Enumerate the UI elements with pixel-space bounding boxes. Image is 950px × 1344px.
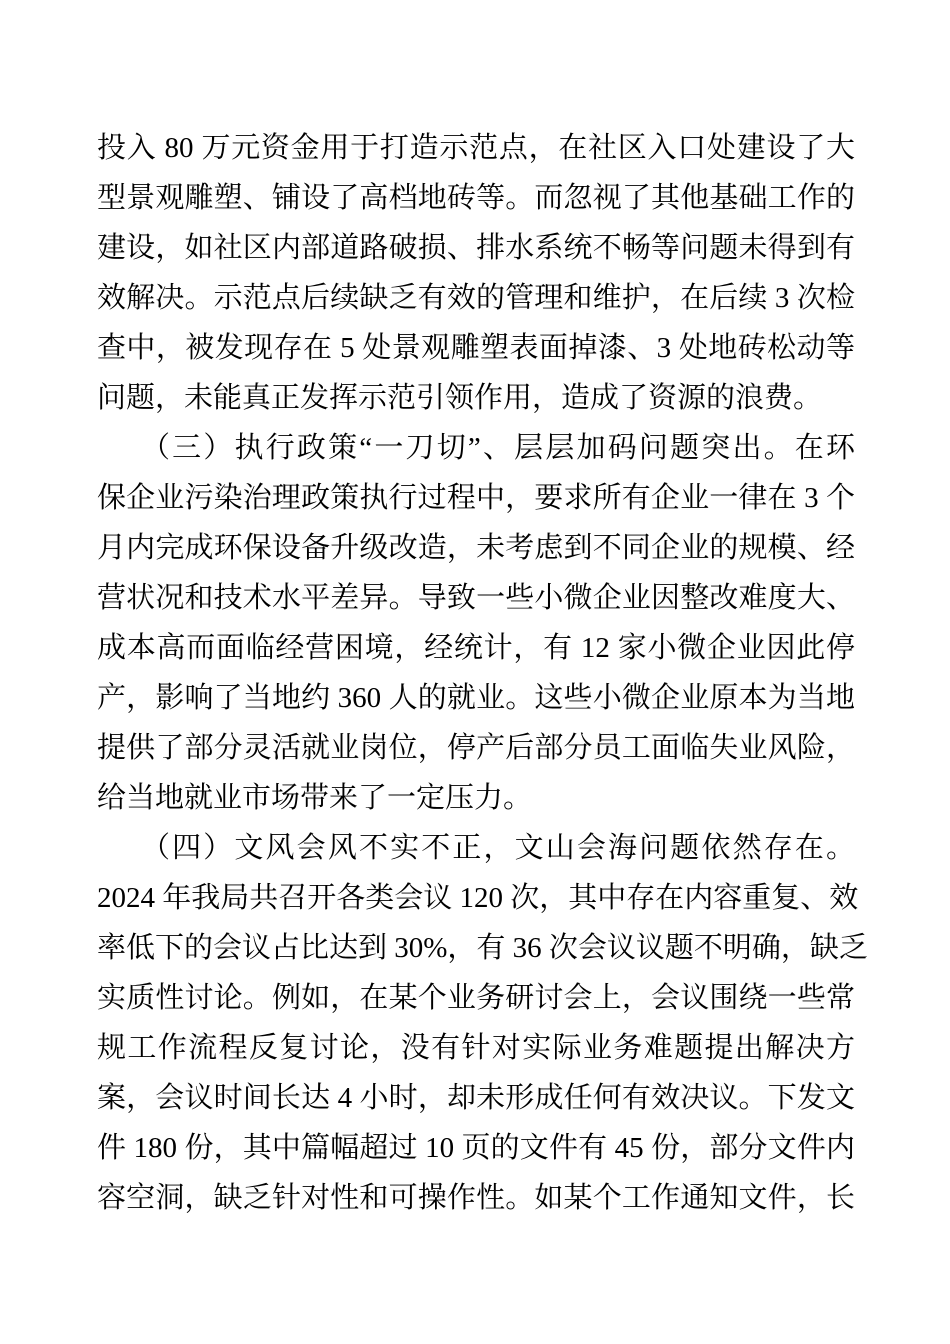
text-line: 效解决。示范点后续缺乏有效的管理和维护，在后续 3 次检: [97, 282, 855, 314]
text-line-section-four-heading: （四）文风会风不实不正，文山会海问题依然存在。: [141, 832, 855, 864]
text-line-paragraph-end: 给当地就业市场带来了一定压力。: [97, 782, 533, 814]
text-line: 型景观雕塑、铺设了高档地砖等。而忽视了其他基础工作的: [97, 182, 855, 214]
text-line: 产，影响了当地约 360 人的就业。这些小微企业原本为当地: [97, 682, 855, 714]
text-line: 保企业污染治理政策执行过程中，要求所有企业一律在 3 个: [97, 482, 855, 514]
text-line: 案，会议时间长达 4 小时，却未形成任何有效决议。下发文: [97, 1082, 855, 1114]
text-line: 规工作流程反复讨论，没有针对实际业务难题提出解决方: [97, 1032, 855, 1064]
text-line: 率低下的会议占比达到 30%，有 36 次会议议题不明确，缺乏: [97, 932, 868, 964]
text-line-section-three-heading: （三）执行政策“一刀切”、层层加码问题突出。在环: [141, 432, 855, 464]
text-line: 容空洞，缺乏针对性和可操作性。如某个工作通知文件，长: [97, 1182, 855, 1214]
text-line: 成本高而面临经营困境，经统计，有 12 家小微企业因此停: [97, 632, 855, 664]
text-line: 提供了部分灵活就业岗位，停产后部分员工面临失业风险，: [97, 732, 855, 764]
text-line: 营状况和技术水平差异。导致一些小微企业因整改难度大、: [97, 582, 855, 614]
document-body: [97, 123, 868, 1223]
text-line: 建设，如社区内部道路破损、排水系统不畅等问题未得到有: [97, 232, 855, 264]
text-line-paragraph-end: 问题，未能真正发挥示范引领作用，造成了资源的浪费。: [97, 382, 823, 414]
text-line: 实质性讨论。例如，在某个业务研讨会上，会议围绕一些常: [97, 982, 855, 1014]
text-line: 件 180 份，其中篇幅超过 10 页的文件有 45 份，部分文件内: [97, 1132, 855, 1164]
text-line: 月内完成环保设备升级改造，未考虑到不同企业的规模、经: [97, 532, 855, 564]
text-line: 2024 年我局共召开各类会议 120 次，其中存在内容重复、效: [97, 882, 859, 914]
text-line: 投入 80 万元资金用于打造示范点，在社区入口处建设了大: [97, 132, 855, 164]
text-line: 查中，被发现存在 5 处景观雕塑表面掉漆、3 处地砖松动等: [97, 332, 855, 364]
